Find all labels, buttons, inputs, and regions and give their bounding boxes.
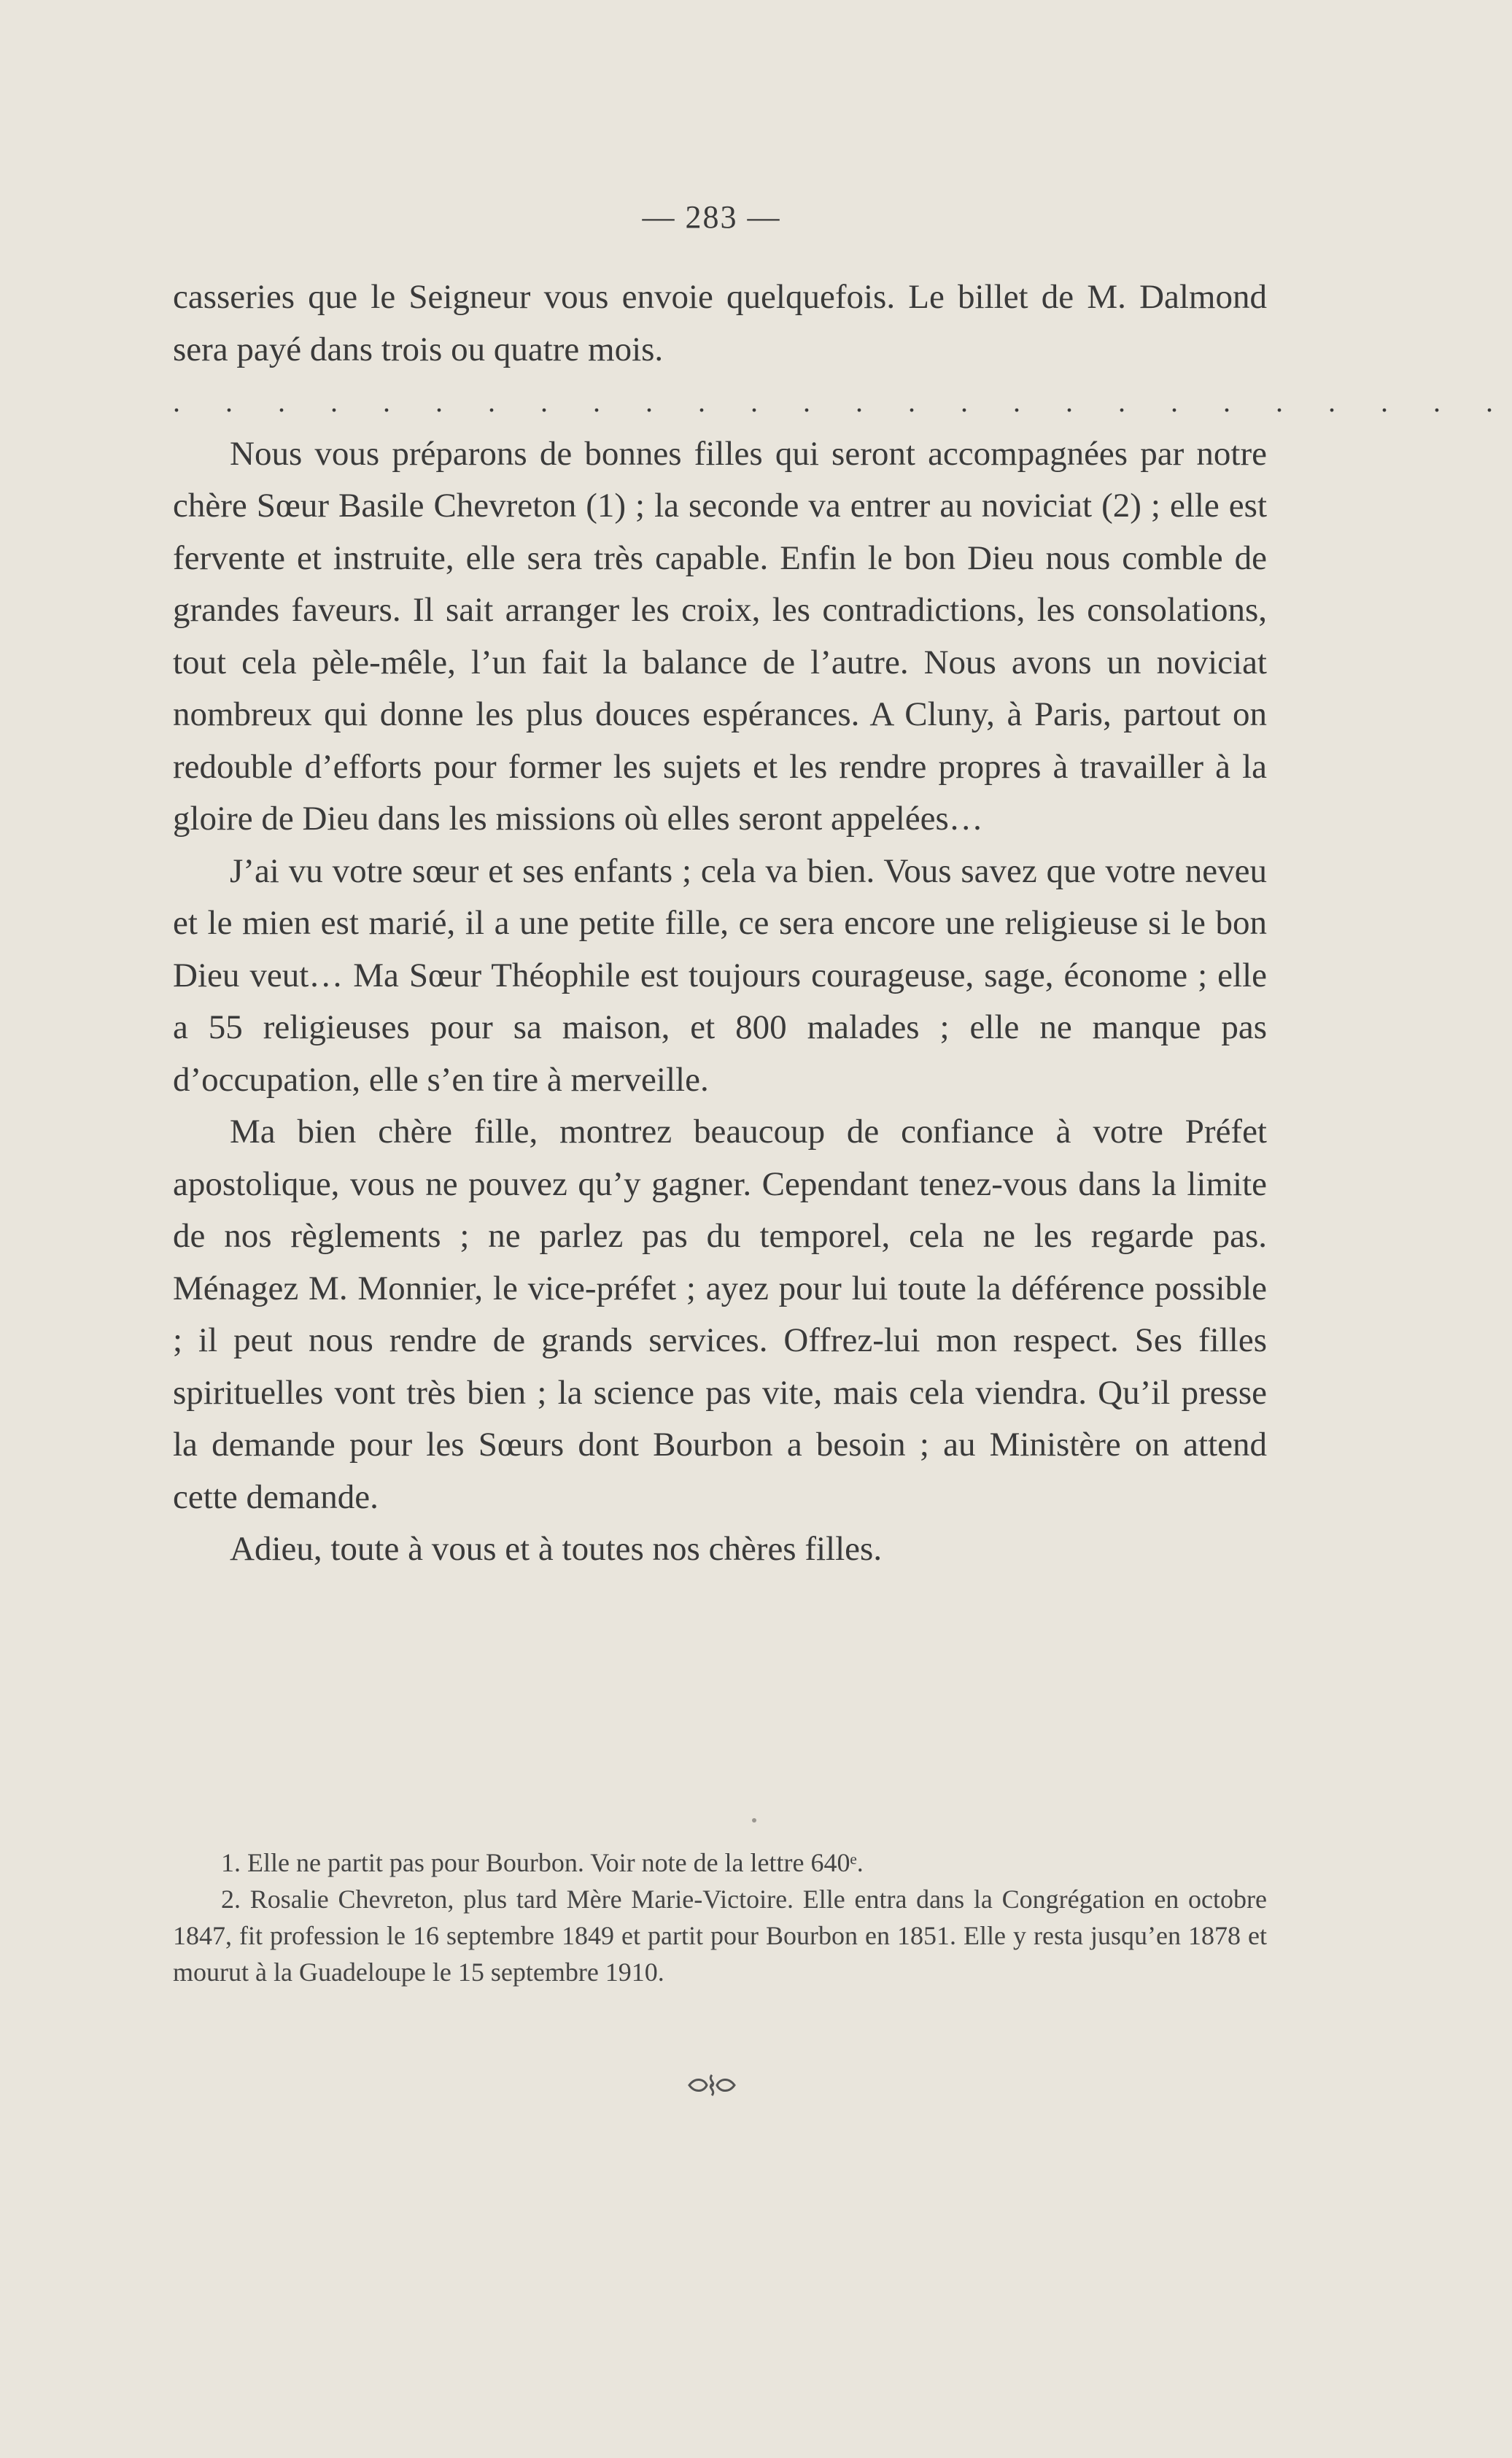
separator-dot (752, 1818, 756, 1823)
page-number: — 283 — (642, 199, 781, 235)
paragraph-5: Adieu, toute à vous et à toutes nos chères filles. (230, 1530, 883, 1568)
body-text (173, 271, 1512, 1576)
fleuron-icon (0, 2066, 1423, 2106)
footnotes (173, 1844, 1267, 1990)
ellipsis-line: . . . . . . . . . . . . . . . . . . . . . . . . . . (173, 385, 1512, 418)
footnote-2: 2. Rosalie Chevreton, plus tard Mère Marie-Victoire. Elle entra dans la Congrégation en octobre 1847, fit profession le 16 septembre 1849 et partit pour Bourbon en 1851. Elle y resta jusqu’en 1878 et mourut à la Guadeloupe le 15 septembre 1910. (173, 1885, 1267, 1987)
paragraph-1: casseries que le Seigneur vous envoie quelquefois. Le billet de M. Dalmond sera payé dans trois ou quatre mois. (173, 278, 1267, 368)
footnote-1: 1. Elle ne partit pas pour Bourbon. Voir note de la lettre 640ᵉ. (221, 1848, 864, 1877)
paragraph-3: J’ai vu votre sœur et ses enfants ; cela va bien. Vous savez que votre neveu et le mien est marié, il a une petite fille, ce sera encore une religieuse si le bon Dieu veut… Ma Sœur Théophile est toujours courageuse, sage, économe ; elle a 55 religieuses pour sa maison, et 800 malades ; elle ne manque pas d’occupation, elle s’en tire à merveille. (173, 851, 1267, 1099)
paragraph-4: Ma bien chère fille, montrez beaucoup de confiance à votre Préfet apostolique, vous ne pouvez qu’y gagner. Cependant tenez-vous dans la limite de nos règlements ; ne parlez pas du temporel, cela ne les regarde pas. Ménagez M. Monnier, le vice-préfet ; ayez pour lui toute la déférence possible ; il peut nous rendre de grands services. Offrez-lui mon respect. Ses filles spirituelles vont très bien ; la science pas vite, mais cela viendra. Qu’il presse la demande pour les Sœurs dont Bourbon a besoin ; au Ministère on attend cette demande. (173, 1113, 1267, 1516)
paragraph-2: Nous vous préparons de bonnes filles qui seront accompagnées par notre chère Sœur Basile Chevreton (1) ; la seconde va entrer au noviciat (2) ; elle est fervente et instruite, elle sera très capable. Enfin le bon Dieu nous comble de grandes faveurs. Il sait arranger les croix, les contradictions, les consolations, tout cela pèle-mêle, l’un fait la balance de l’autre. Nous avons un noviciat nombreux qui donne les plus douces espérances. A Cluny, à Paris, partout on redouble d’efforts pour former les sujets et les rendre propres à travailler à la gloire de Dieu dans les missions où elles seront appelées… (173, 434, 1267, 838)
